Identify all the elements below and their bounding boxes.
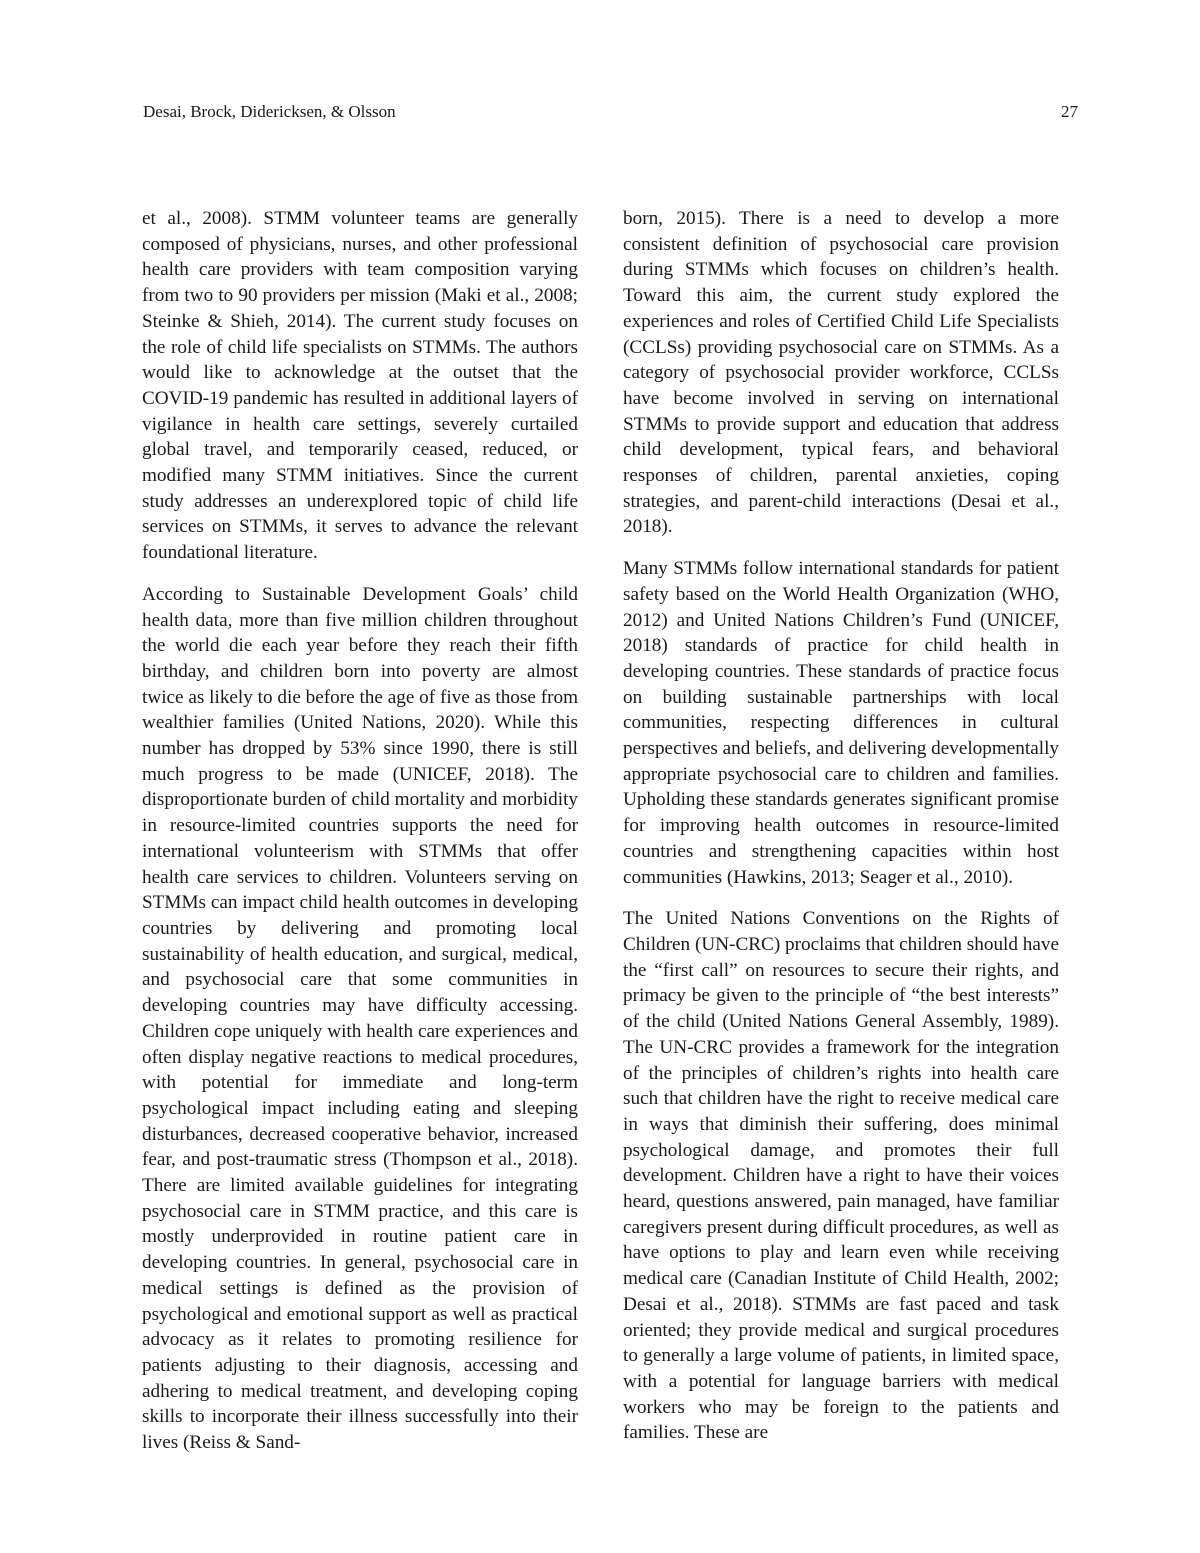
left-column bbox=[142, 206, 578, 1456]
paragraph: Many STMMs follow international standards for patient safety based on the World Health Organization (WHO, 2012) and United Nations Children’s Fund (UNICEF, 2018) standards of practice for child health in developing countries. These standards of practice focus on building sustainable partnerships with local communities, respecting differences in cultural perspectives and beliefs, and delivering developmentally appropriate psychosocial care to children and families. Upholding these standards generates significant promise for improving health outcomes in resource-limited countries and strengthening capacities within host communities (Hawkins, 2013; Seager et al., 2010). bbox=[623, 558, 1059, 888]
paragraph: et al., 2008). STMM volunteer teams are generally composed of physicians, nurses, and other professional health care providers with team composition varying from two to 90 providers per mission (Maki et al., 2008; Steinke & Shieh, 2014). The current study focuses on the role of child life specialists on STMMs. The authors would like to acknowledge at the outset that the COVID-19 pandemic has resulted in additional layers of vigilance in health care settings, severely curtailed global travel, and temporarily ceased, reduced, or modified many STMM initiatives. Since the current study addresses an underexplored topic of child life services on STMMs, it serves to advance the relevant foundational literature. bbox=[142, 208, 578, 564]
page-header bbox=[143, 98, 1078, 126]
paragraph: born, 2015). There is a need to develop a more consistent definition of psychosocial care provision during STMMs which focuses on children’s health. Toward this aim, the current study explored the experiences and roles of Certified Child Life Specialists (CCLSs) providing psychosocial care on STMMs. As a category of psychosocial provider workforce, CCLSs have become involved in serving on international STMMs to provide support and education that address child development, typical fears, and behavioral responses of children, parental anxieties, coping strategies, and parent-child interactions (Desai et al., 2018). bbox=[623, 208, 1059, 538]
page-number: 27 bbox=[1061, 102, 1078, 121]
paragraph: The United Nations Conventions on the Rights of Children (UN-CRC) proclaims that children should have the “first call” on resources to secure their rights, and primacy be given to the principle of “the best interests” of the child (United Nations General Assembly, 1989). The UN-CRC provides a framework for the integration of the principles of children’s rights into health care such that children have the right to receive medical care in ways that diminish their suffering, does minimal psychological damage, and promotes their full development. Children have a right to have their voices heard, questions answered, pain managed, have familiar caregivers present during difficult procedures, as well as have options to play and learn even while receiving medical care (Canadian Institute of Child Health, 2002; Desai et al., 2018). STMMs are fast paced and task oriented; they provide medical and surgical procedures to generally a large volume of patients, in limited space, with a potential for language barriers with medical workers who may be foreign to the patients and families. These are bbox=[623, 908, 1059, 1444]
paragraph: According to Sustainable Development Goals’ child health data, more than five million children throughout the world die each year before they reach their fifth birthday, and children born into poverty are almost twice as likely to die before the age of five as those from wealthier families (United Nations, 2020). While this number has dropped by 53% since 1990, there is still much progress to be made (UNICEF, 2018). The disproportionate burden of child mortality and morbidity in resource-limited countries supports the need for international volunteerism with STMMs that offer health care services to children. Volunteers serving on STMMs can impact child health outcomes in developing countries by delivering and promoting local sustainability of health education, and surgical, medical, and psychosocial care that some communities in developing countries may have difficulty accessing. Children cope uniquely with health care experiences and often display negative reactions to medical procedures, with potential for immediate and long-term psychological impact including eating and sleeping disturbances, decreased cooperative behavior, increased fear, and post-traumatic stress (Thompson et al., 2018). There are limited available guidelines for integrating psychosocial care in STMM practice, and this care is mostly underprovided in routine patient care in developing countries. In general, psychosocial care in medical settings is defined as the provision of psychological and emotional support as well as practical advocacy as it relates to promoting resilience for patients adjusting to their diagnosis, accessing and adhering to medical treatment, and developing coping skills to incorporate their illness successfully into their lives (Reiss & Sand- bbox=[142, 583, 578, 1454]
running-head-authors: Desai, Brock, Didericksen, & Olsson bbox=[143, 102, 396, 121]
right-column bbox=[623, 206, 1059, 1446]
